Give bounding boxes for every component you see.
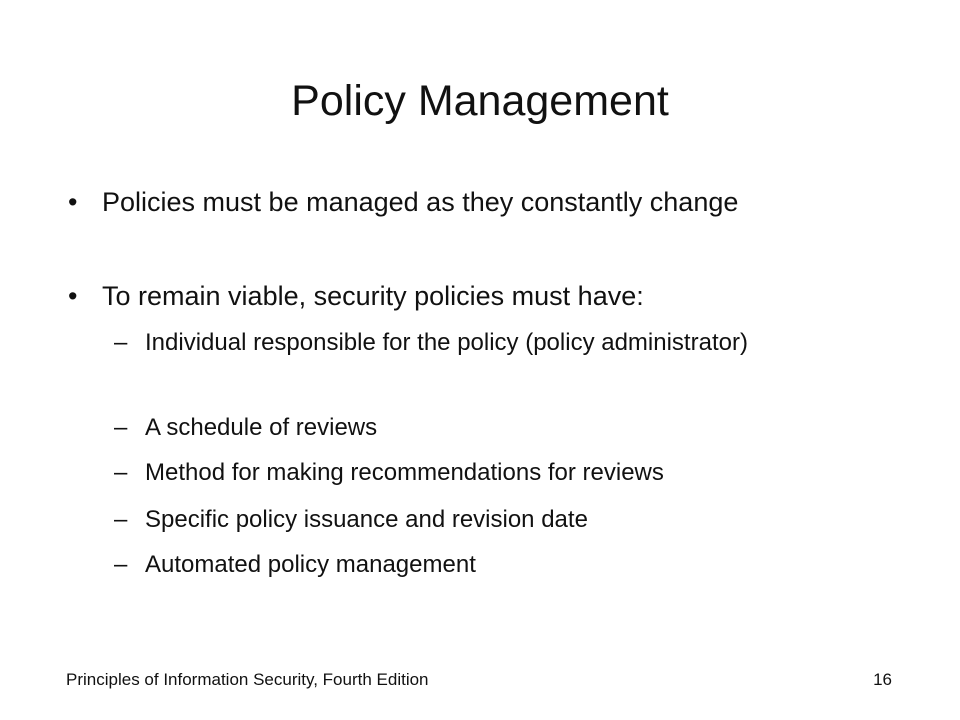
sub-bullet-item xyxy=(114,328,834,358)
footer-source: Principles of Information Security, Fourth Edition xyxy=(66,670,429,689)
dash-marker: – xyxy=(114,329,128,356)
bullet-marker: • xyxy=(68,187,78,217)
sub-bullet-text: Automated policy management xyxy=(145,551,476,578)
bullet-marker: • xyxy=(68,281,78,311)
bullet-item xyxy=(68,280,828,312)
sub-bullet-text: Specific policy issuance and revision date xyxy=(145,506,588,533)
bullet-text: To remain viable, security policies must have: xyxy=(102,281,644,311)
page-number: 16 xyxy=(873,670,892,689)
bullet-item xyxy=(68,186,828,218)
sub-bullet-text: Individual responsible for the policy (policy administrator) xyxy=(145,329,748,356)
slide-title: Policy Management xyxy=(291,77,669,125)
dash-marker: – xyxy=(114,459,128,486)
dash-marker: – xyxy=(114,414,128,441)
sub-bullet-item xyxy=(114,413,834,443)
sub-bullet-text: Method for making recommendations for reviews xyxy=(145,459,664,486)
dash-marker: – xyxy=(114,551,128,578)
sub-bullet-item xyxy=(114,550,834,580)
sub-bullet-item xyxy=(114,458,834,488)
bullet-text: Policies must be managed as they constantly change xyxy=(102,187,739,217)
sub-bullet-text: A schedule of reviews xyxy=(145,414,378,441)
sub-bullet-item xyxy=(114,505,834,535)
dash-marker: – xyxy=(114,506,128,533)
